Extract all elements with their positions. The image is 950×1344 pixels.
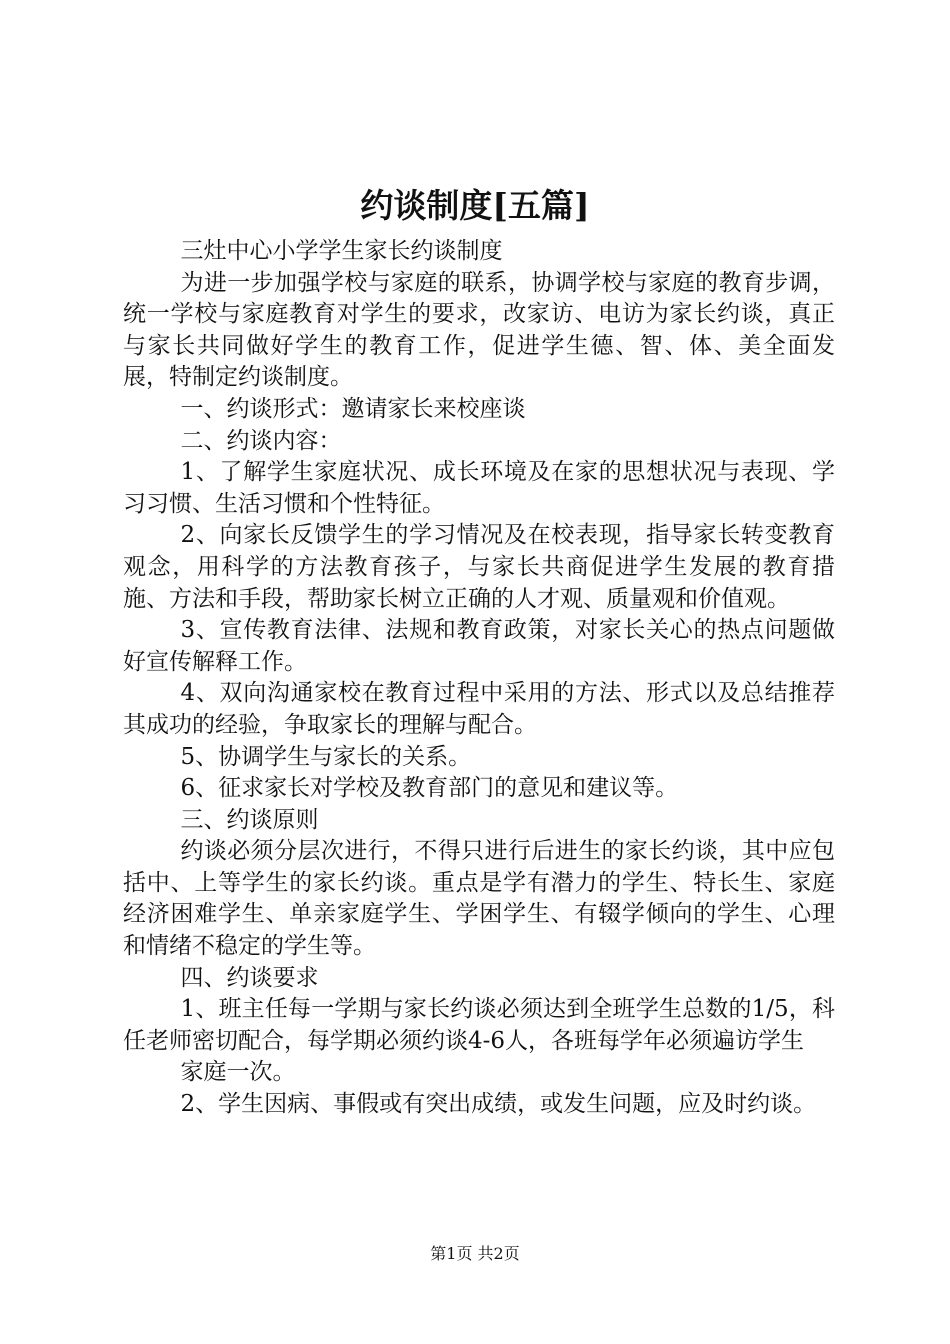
paragraph-purpose: 为进一步加强学校与家庭的联系，协调学校与家庭的教育步调，统一学校与家庭教育对学生的要求，改家访、电访为家长约谈，真正与家长共同做好学生的教育工作，促进学生德、智、体、美全面发展，特制定约谈制度。: [123, 269, 835, 391]
section-heading-requirements: 四、约谈要求: [180, 964, 319, 991]
requirement-item-2: 2、学生因病、事假或有突出成绩，或发生问题，应及时约谈。: [180, 1091, 817, 1118]
section-heading-content: 二、约谈内容：: [180, 427, 342, 454]
paragraph-school-heading: 三灶中心小学学生家长约谈制度: [180, 238, 503, 264]
content-item-4: 4、双向沟通家校在教育过程中采用的方法、形式以及总结推荐其成功的经验，争取家长的理解与配合。: [123, 680, 835, 738]
page-number-footer: 第1页 共2页: [430, 1244, 520, 1263]
content-item-6: 6、征求家长对学校及教育部门的意见和建议等。: [180, 775, 679, 802]
requirement-item-1-continued: 家庭一次。: [180, 1059, 296, 1086]
content-item-1: 1、了解学生家庭状况、成长环境及在家的思想状况与表现、学习习惯、生活习惯和个性特征。: [123, 459, 835, 517]
paragraph-principles: 约谈必须分层次进行，不得只进行后进生的家长约谈，其中应包括中、上等学生的家长约谈。重点是学有潜力的学生、特长生、家庭经济困难学生、单亲家庭学生、学困学生、有辍学倾向的学生、心理和情绪不稳定的学生等。: [123, 838, 835, 960]
section-heading-principles: 三、约谈原则: [180, 806, 319, 833]
content-item-3: 3、宣传教育法律、法规和教育政策，对家长关心的热点问题做好宣传解释工作。: [123, 617, 835, 675]
requirement-item-1: 1、班主任每一学期与家长约谈必须达到全班学生总数的1/5，科任老师密切配合，每学期必须约谈4-6人，各班每学年必须遍访学生: [123, 996, 835, 1054]
content-item-2: 2、向家长反馈学生的学习情况及在校表现，指导家长转变教育观念，用科学的方法教育孩子，与家长共商促进学生发展的教育措施、方法和手段，帮助家长树立正确的人才观、质量观和价值观。: [123, 522, 835, 612]
content-item-5: 5、协调学生与家长的关系。: [180, 743, 472, 770]
document-title: 约谈制度[五篇]: [360, 186, 590, 225]
document-body: [123, 236, 835, 1121]
section-heading-form: 一、约谈形式：邀请家长来校座谈: [180, 395, 526, 422]
